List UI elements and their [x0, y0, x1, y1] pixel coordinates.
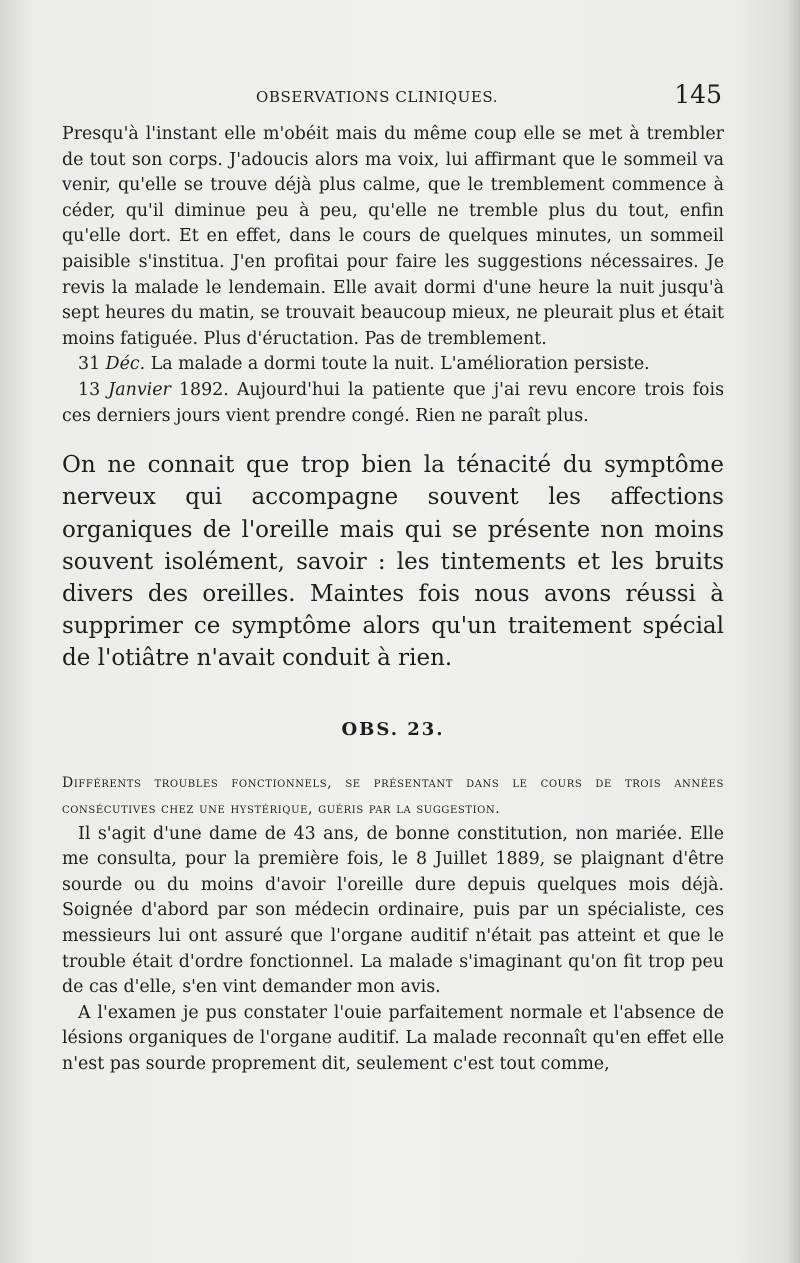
page-body: [62, 122, 724, 1077]
date-day: 31: [78, 354, 101, 375]
page-edge-shadow: [786, 0, 800, 1263]
large-print-paragraph: On ne connait que trop bien la ténacité du symptôme nerveux qui accompagne souvent les affections organiques de l'oreille mais qui se présente non moins souvent isolément, savoir : les tintements et les bruits divers des oreilles. Maintes fois nous avons réussi à supprimer ce symptôme alors qu'un traitement spécial de l'otiâtre n'avait conduit à rien.: [62, 452, 724, 672]
observation-title: OBS. 23.: [341, 718, 445, 740]
observation-subtitle: Différents troubles fonctionnels, se présentant dans le cours de trois années consécutives chez une hystérique, guéris par la suggestion.: [62, 774, 724, 817]
observation-paragraph-1: Il s'agit d'une dame de 43 ans, de bonne constitution, non mariée. Elle me consulta, pour la première fois, le 8 Juillet 1889, se plaignant d'être sourde ou du moins d'avoir l'oreille dure depuis quelques mois déjà. Soignée d'abord par son médecin ordinaire, puis par un spécialiste, ces messieurs lui ont assuré que l'organe auditif n'était pas atteint et que le trouble était d'ordre fonctionnel. La malade s'imaginant qu'on fit trop peu de cas d'elle, s'en vint demander mon avis.: [62, 823, 724, 998]
running-head: OBSERVATIONS CLINIQUES.: [256, 88, 499, 106]
date-month: Janvier: [108, 379, 171, 400]
paragraph-dec-31: [62, 352, 724, 378]
paragraph-text: La malade a dormi toute la nuit. L'amélioration persiste.: [145, 354, 650, 375]
paragraph-jan-13: [62, 378, 724, 429]
paragraph-continuation: Presqu'à l'instant elle m'obéit mais du même coup elle se met à trembler de tout son corps. J'adoucis alors ma voix, lui affirmant que le sommeil va venir, qu'elle se trouve déjà plus calme, que le tremblement commence à céder, qu'il diminue peu à peu, qu'elle ne tremble plus du tout, enfin qu'elle dort. Et en effet, dans le cours de quelques minutes, un sommeil paisible s'institua. J'en profitai pour faire les suggestions nécessaires. Je revis la malade le lendemain. Elle avait dormi d'une heure la nuit jusqu'à sept heures du matin, se trouvait beaucoup mieux, ne pleurait plus et était moins fatiguée. Plus d'éructation. Pas de tremblement.: [62, 124, 724, 349]
observation-paragraph-2: A l'examen je pus constater l'ouie parfaitement normale et l'absence de lésions organiques de l'organe auditif. La malade reconnaît qu'en effet elle n'est pas sourde proprement dit, seulement c'est tout comme,: [62, 1002, 724, 1074]
page-header: [62, 78, 722, 118]
date-day: 13: [78, 379, 101, 400]
page-number: 145: [674, 80, 722, 109]
paragraph-text: 1892. Aujourd'hui la patiente que j'ai revu encore trois fois ces derniers jours vient prendre congé. Rien ne paraît plus.: [62, 379, 724, 426]
date-month: Déc.: [105, 354, 146, 375]
